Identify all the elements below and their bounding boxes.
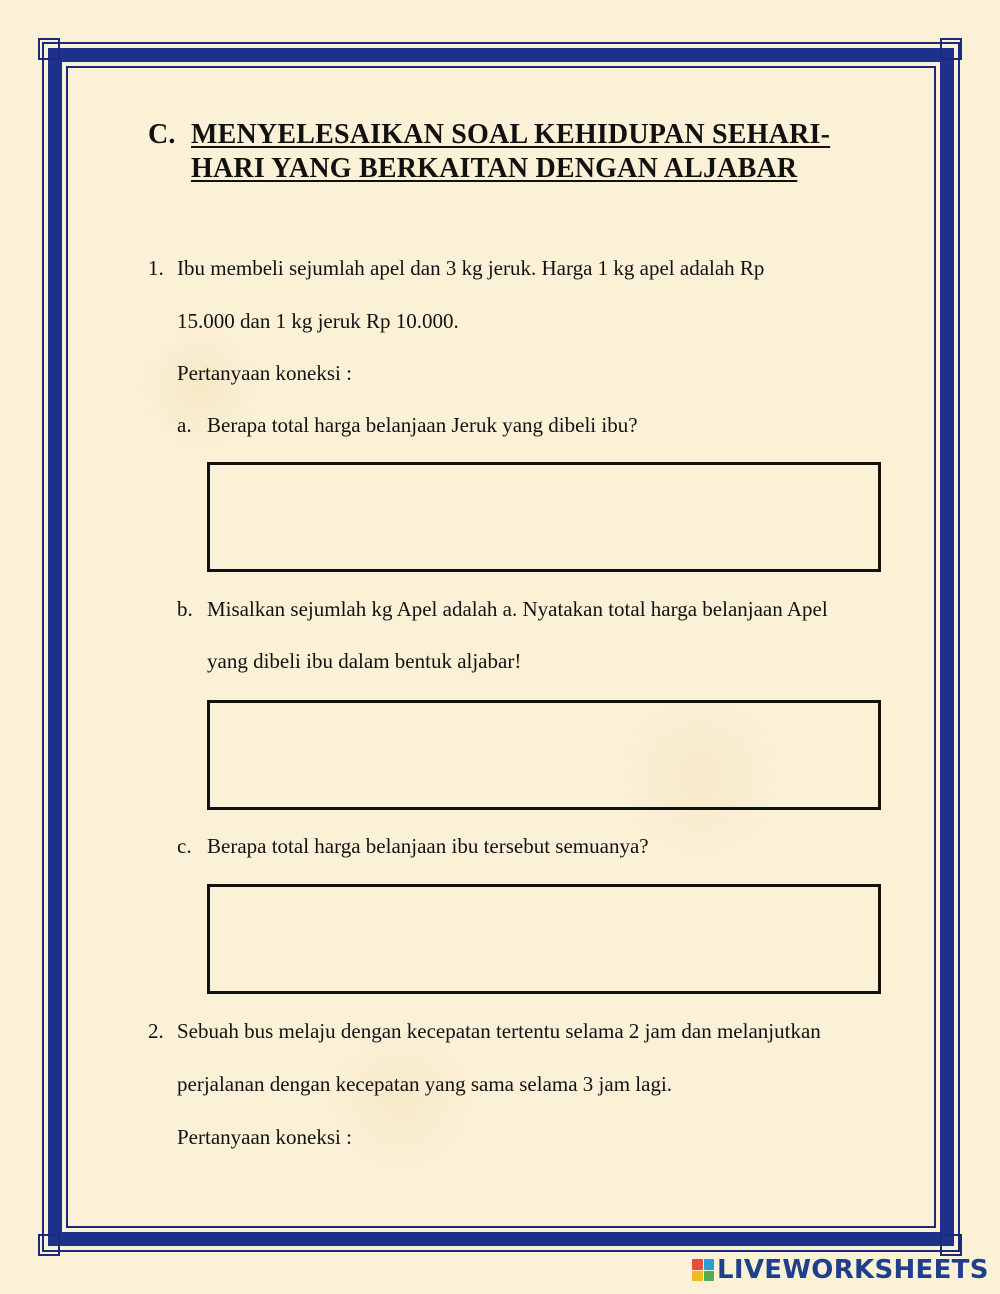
problem-2-text-line-1: Sebuah bus melaju dengan kecepatan tertentu selama 2 jam dan melanjutkan <box>177 1019 821 1043</box>
problem-2-number: 2. <box>148 1019 164 1043</box>
question-1b-label: b. <box>177 597 193 621</box>
answer-box-1a[interactable] <box>207 462 881 572</box>
section-letter: C. <box>148 119 176 150</box>
question-1a-text: Berapa total harga belanjaan Jeruk yang dibeli ibu? <box>207 413 638 437</box>
question-1c-label: c. <box>177 834 192 858</box>
liveworksheets-logo[interactable] <box>692 1253 989 1287</box>
question-1c-text: Berapa total harga belanjaan ibu tersebut semuanya? <box>207 834 649 858</box>
liveworksheets-logo-icon <box>692 1259 714 1281</box>
frame-corner-ornament <box>940 38 962 60</box>
liveworksheets-logo-text: LIVEWORKSHEETS <box>717 1255 989 1285</box>
answer-box-1c[interactable] <box>207 884 881 994</box>
question-1b-text-line-2: yang dibeli ibu dalam bentuk aljabar! <box>207 649 522 673</box>
problem-1-prompt: Pertanyaan koneksi : <box>177 361 352 385</box>
problem-1-text-line-1: Ibu membeli sejumlah apel dan 3 kg jeruk. Harga 1 kg apel adalah Rp <box>177 256 765 280</box>
question-1a-label: a. <box>177 413 192 437</box>
page-frame-inner <box>66 66 936 1228</box>
problem-2-prompt: Pertanyaan koneksi : <box>177 1125 352 1149</box>
problem-1-text-line-2: 15.000 dan 1 kg jeruk Rp 10.000. <box>177 309 459 333</box>
section-title: MENYELESAIKAN SOAL KEHIDUPAN SEHARI-HARI YANG BERKAITAN DENGAN ALJABAR <box>191 119 831 184</box>
frame-corner-ornament <box>38 38 60 60</box>
frame-corner-ornament <box>38 1234 60 1256</box>
problem-2-text-line-2: perjalanan dengan kecepatan yang sama selama 3 jam lagi. <box>177 1072 673 1096</box>
answer-box-1b[interactable] <box>207 700 881 810</box>
question-1b-text-line-1: Misalkan sejumlah kg Apel adalah a. Nyatakan total harga belanjaan Apel <box>207 597 828 621</box>
problem-1-number: 1. <box>148 256 164 280</box>
